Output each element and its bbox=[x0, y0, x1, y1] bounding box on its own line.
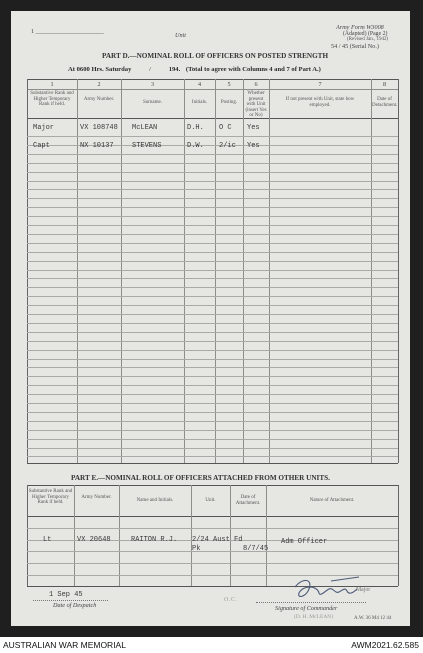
unit-label: Unit bbox=[175, 32, 187, 39]
rank-stamp: Major bbox=[356, 587, 371, 593]
row2-posting: 2/ic bbox=[219, 142, 236, 150]
ruled-line bbox=[27, 287, 398, 288]
ruled-line bbox=[27, 563, 398, 564]
form-revision: (Revised Jan., 1942) bbox=[347, 37, 389, 42]
ruled-line bbox=[27, 243, 398, 244]
header-army-number: Army Number. bbox=[83, 97, 115, 102]
e-header-date: Date of Attachment. bbox=[235, 495, 261, 506]
ruled-line bbox=[27, 403, 398, 404]
ruled-line bbox=[27, 234, 398, 235]
total-note: (Total to agree with Columns 4 and 7 of Part A.) bbox=[185, 66, 321, 73]
despatch-date: 1 Sep 45 bbox=[49, 591, 83, 599]
header-employment: If not present with Unit, state how employed. bbox=[285, 97, 355, 108]
ruled-line bbox=[27, 216, 398, 217]
col-number-1: 1 bbox=[50, 81, 54, 88]
header-initials: Initials. bbox=[191, 100, 208, 105]
ruled-line bbox=[27, 314, 398, 315]
ruled-line bbox=[27, 385, 398, 386]
name-stamp: (D. H. McLEAN) bbox=[294, 614, 334, 620]
col-number-7: 7 bbox=[318, 81, 322, 88]
ruled-line bbox=[27, 323, 398, 324]
ruled-line bbox=[27, 252, 398, 253]
ruled-line bbox=[27, 439, 398, 440]
row2-surname: STEVENS bbox=[132, 142, 162, 150]
ruled-line bbox=[27, 367, 398, 368]
ruled-line bbox=[27, 172, 398, 173]
ruled-line bbox=[27, 296, 398, 297]
ruled-line bbox=[27, 305, 398, 306]
e-row1-army-number: VX 20648 bbox=[77, 536, 111, 544]
ruled-line bbox=[27, 189, 398, 190]
ruled-line bbox=[27, 207, 398, 208]
print-code: A.W. 36 M4 12 44 bbox=[354, 616, 392, 621]
row1-army-number: VX 108748 bbox=[80, 124, 118, 132]
ruled-line bbox=[27, 341, 398, 342]
ruled-line bbox=[27, 154, 398, 155]
ruled-line bbox=[27, 528, 398, 529]
row1-surname: McLEAN bbox=[132, 124, 158, 132]
col-number-6: 6 bbox=[254, 81, 258, 88]
ruled-line bbox=[27, 198, 398, 199]
caption-left: AUSTRALIAN WAR MEMORIAL bbox=[3, 640, 126, 650]
part-e-title: PART E.—NOMINAL ROLL OF OFFICERS ATTACHED FROM OTHER UNITS. bbox=[71, 474, 330, 482]
header-surname: Surname. bbox=[142, 100, 163, 105]
ruled-line bbox=[27, 270, 398, 271]
row1-rank: Major bbox=[33, 124, 55, 132]
e-row1-unit: 2/24 Aust Fd Pk bbox=[192, 536, 243, 553]
ruled-line bbox=[27, 430, 398, 431]
ruled-line bbox=[27, 456, 398, 457]
ruled-line bbox=[27, 181, 398, 182]
header-present: Whether present with Unit (insert Yes or No) bbox=[245, 91, 267, 119]
ruled-line bbox=[27, 376, 398, 377]
e-header-name: Name and Initials. bbox=[136, 498, 174, 503]
header-detachment: Date of Detachment. bbox=[372, 97, 398, 108]
ruled-line bbox=[27, 448, 398, 449]
ruled-line bbox=[27, 278, 398, 279]
e-header-unit: Unit. bbox=[205, 498, 216, 503]
e-header-nature: Nature of Attachment. bbox=[309, 498, 355, 503]
part-d-title: PART D.—NOMINAL ROLL OF OFFICERS ON POSTED STRENGTH bbox=[102, 52, 329, 60]
ruled-line bbox=[27, 394, 398, 395]
ruled-line bbox=[27, 163, 398, 164]
header-rank: Substantive Rank and Higher Temporary Rank if held. bbox=[30, 91, 74, 108]
col-number-3: 3 bbox=[150, 81, 155, 88]
row2-present: Yes bbox=[247, 142, 260, 150]
date-blank: / bbox=[149, 66, 151, 73]
ruled-line bbox=[27, 359, 398, 360]
e-row1-name: RAITON R.J. bbox=[131, 536, 178, 544]
e-row1-date: 8/7/45 bbox=[243, 545, 269, 553]
part-d-timeline bbox=[68, 66, 321, 73]
col-number-8: 8 bbox=[382, 81, 387, 88]
row1-initials: D.H. bbox=[187, 124, 204, 132]
commander-signature bbox=[273, 575, 365, 605]
header-posting: Posting. bbox=[220, 100, 238, 105]
row1-present: Yes bbox=[247, 124, 260, 132]
row2-army-number: NX 10137 bbox=[80, 142, 114, 150]
form-adaptation: (Adapted) (Page 2) bbox=[343, 31, 388, 37]
col-number-5: 5 bbox=[227, 81, 231, 88]
ruled-line bbox=[27, 261, 398, 262]
ruled-line bbox=[27, 136, 398, 137]
ruled-line bbox=[27, 332, 398, 333]
col-number-2: 2 bbox=[97, 81, 101, 88]
ruled-line bbox=[27, 225, 398, 226]
row2-initials: D.W. bbox=[187, 142, 204, 150]
e-header-rank: Substantive Rank and Higher Temporary Rank if held. bbox=[28, 489, 73, 506]
form-page bbox=[11, 11, 410, 626]
caption-right: AWM2021.62.585 bbox=[351, 640, 419, 650]
ruled-line bbox=[27, 350, 398, 351]
oc-stamp: O.C. bbox=[224, 597, 238, 603]
e-row1-nature: Adm Officer bbox=[281, 538, 328, 546]
row2-rank: Capt bbox=[33, 142, 50, 150]
despatch-label: Date of Despatch bbox=[53, 602, 97, 609]
ruled-line bbox=[27, 412, 398, 413]
e-header-army-number: Army Number. bbox=[81, 495, 112, 500]
e-row1-rank: Lt bbox=[43, 536, 52, 544]
row1-posting: O C bbox=[219, 124, 232, 132]
serial-number: 54 / 45 (Serial No.) bbox=[331, 43, 379, 50]
commander-label: Signature of Commander bbox=[275, 605, 338, 612]
ruled-line bbox=[27, 421, 398, 422]
year-label: 194. bbox=[168, 66, 181, 73]
time-line-prefix: At 0600 Hrs. Saturday bbox=[68, 66, 132, 73]
unit-number-field: 1 ______________________ bbox=[31, 28, 104, 35]
col-number-4: 4 bbox=[197, 81, 202, 88]
form-name: Army Form W3008 bbox=[336, 24, 384, 31]
